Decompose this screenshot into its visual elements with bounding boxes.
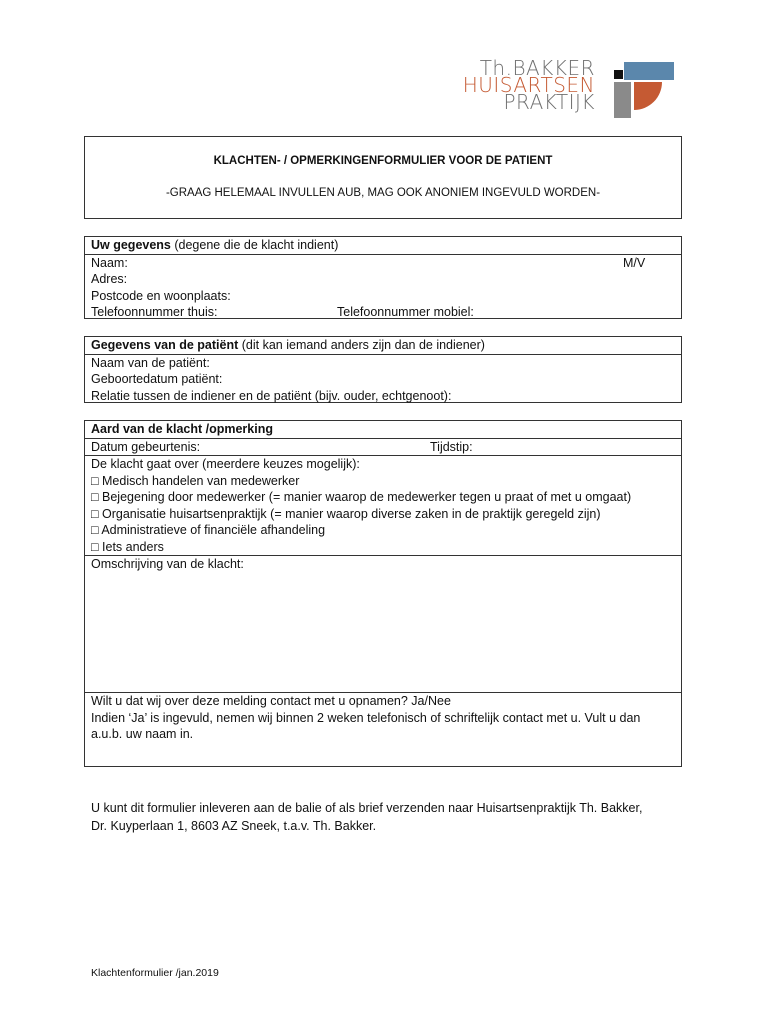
your-details-section — [84, 236, 682, 319]
contact-note — [85, 710, 681, 727]
complaint-intro — [85, 456, 681, 473]
complaint-section — [84, 420, 682, 767]
your-details-header — [85, 237, 681, 254]
phone-mobile-label: Telefoonnummer mobiel: — [337, 305, 474, 319]
contact-question[interactable] — [85, 693, 681, 710]
postcode-label: Postcode en woonplaats: — [91, 288, 231, 303]
your-details-header-rest: (degene die de klacht indient) — [170, 238, 339, 252]
contact-question-label: Wilt u dat wij over deze melding contact met u opnamen? Ja/Nee — [91, 694, 451, 708]
description-field[interactable] — [85, 556, 681, 692]
complaint-header — [85, 421, 681, 438]
option-medical-label: □ Medisch handelen van medewerker — [91, 473, 300, 488]
option-administrative[interactable] — [85, 522, 681, 539]
patient-details-header-rest: (dit kan iemand anders zijn dan de indiener) — [238, 338, 485, 352]
option-organisation-label: □ Organisatie huisartsenpraktijk (= manier waarop diverse zaken in de praktijk geregeld zijn) — [91, 506, 601, 521]
option-treatment[interactable] — [85, 489, 681, 506]
description-label: Omschrijving van de klacht: — [91, 557, 244, 571]
submission-line-2: Dr. Kuyperlaan 1, 8603 AZ Sneek, t.a.v. Th. Bakker. — [91, 819, 377, 833]
option-other[interactable] — [85, 539, 681, 556]
option-administrative-label: □ Administratieve of financiële afhandeling — [91, 523, 326, 537]
patient-name-field[interactable] — [85, 355, 681, 372]
patient-details-section — [84, 336, 682, 403]
logo-text — [462, 56, 595, 114]
address-label: Adres: — [91, 272, 128, 286]
form-subtitle: -GRAAG HELEMAAL INVULLEN AUB, MAG OOK ANONIEM INGEVULD WORDEN- — [165, 187, 601, 199]
name-field[interactable] — [85, 255, 681, 272]
time-label: Tijdstip: — [430, 439, 473, 454]
submission-info — [91, 799, 691, 835]
logo-mark-icon — [614, 62, 674, 118]
option-medical[interactable] — [85, 473, 681, 490]
contact-note-line-1: Indien ‘Ja’ is ingevuld, nemen wij binnen 2 weken telefonisch of schriftelijk contact met u. Vult u dan — [91, 710, 641, 725]
patient-dob-label: Geboortedatum patiënt: — [91, 372, 223, 386]
logo-line-1: Th.BAKKER — [479, 56, 595, 80]
complaint-intro-label: De klacht gaat over (meerdere keuzes mogelijk): — [91, 457, 360, 471]
option-organisation[interactable] — [85, 506, 681, 523]
postcode-field[interactable] — [85, 288, 681, 305]
logo-line-2: HUISARTSEN — [462, 73, 595, 97]
phone-home-label: Telefoonnummer thuis: — [91, 305, 218, 319]
your-details-header-bold: Uw gegevens — [91, 238, 171, 252]
gender-label: M/V — [623, 255, 646, 270]
contact-note-line-2: a.u.b. uw naam in. — [91, 727, 194, 741]
submission-line-1: U kunt dit formulier inleveren aan de balie of als brief verzenden naar Huisartsenpraktijk Th. Bakker, — [91, 801, 643, 815]
option-treatment-label: □ Bejegening door medewerker (= manier waarop de medewerker tegen u praat of met u omgaat) — [91, 490, 632, 504]
date-time-fields[interactable] — [85, 439, 681, 456]
phone-fields[interactable] — [85, 304, 681, 321]
patient-dob-field[interactable] — [85, 371, 681, 388]
patient-name-label: Naam van de patiënt: — [91, 355, 210, 370]
date-label: Datum gebeurtenis: — [91, 439, 201, 454]
patient-details-header — [85, 337, 681, 354]
document-footer: Klachtenformulier /jan.2019 — [91, 967, 219, 979]
complaint-header-label: Aard van de klacht /opmerking — [91, 422, 273, 436]
relation-label: Relatie tussen de indiener en de patiënt (bijv. ouder, echtgenoot): — [91, 388, 452, 403]
logo-line-3: PRAKTIJK — [503, 90, 595, 114]
contact-note-2 — [85, 726, 681, 743]
name-label: Naam: — [91, 255, 128, 270]
relation-field[interactable] — [85, 388, 681, 405]
option-other-label: □ Iets anders — [91, 539, 164, 554]
form-title-box — [84, 136, 682, 219]
form-title: KLACHTEN- / OPMERKINGENFORMULIER VOOR DE PATIENT — [213, 155, 553, 167]
address-field[interactable] — [85, 271, 681, 288]
patient-details-header-bold: Gegevens van de patiënt — [91, 338, 239, 352]
